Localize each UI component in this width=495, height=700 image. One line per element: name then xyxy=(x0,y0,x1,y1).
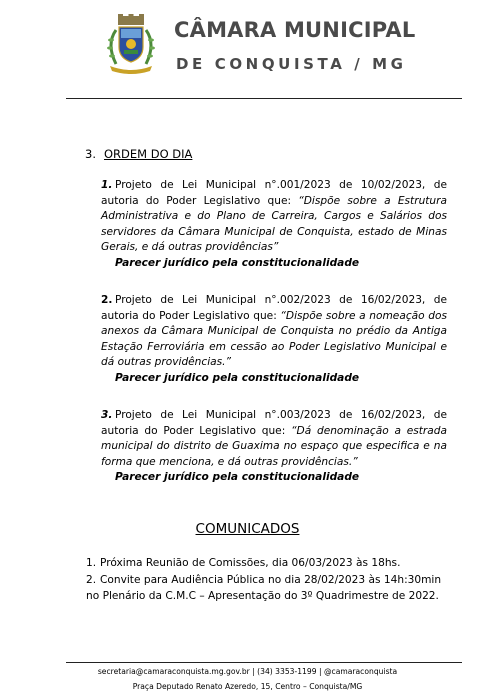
announcement-number: 1. xyxy=(86,557,97,569)
announcement-item-2 xyxy=(86,572,446,604)
org-city: DE CONQUISTA / MG xyxy=(176,55,407,73)
agenda-item-number: 1. xyxy=(101,179,113,191)
agenda-item-text xyxy=(101,178,447,256)
announcement-text: Próxima Reunião de Comissões, dia 06/03/2023 às 18hs. xyxy=(100,557,401,569)
agenda-item-quote: “Dispõe sobre a Estrutura Administrativa e do Plano de Carreira, Cargos e Salários dos servidores da Câmara Municipal de Conquista, estado de Minas Gerais, e dá outras providências” xyxy=(101,194,447,254)
agenda-item-text xyxy=(101,408,447,470)
agenda-number: 3. xyxy=(85,147,96,161)
agenda-item-2 xyxy=(101,293,447,387)
agenda-item-1 xyxy=(101,178,447,272)
header-divider xyxy=(66,98,462,99)
agenda-item-text xyxy=(101,293,447,371)
agenda-item-quote: “Dispõe sobre a nomeação dos anexos da Câmara Municipal de Conquista no prédio da Antiga Estação Ferroviária em cessão ao Poder Legislativo Municipal e dá outras providências.” xyxy=(101,309,447,369)
agenda-item-quote: “Dá denominação a estrada municipal do distrito de Guaxima no espaço que especifica e na forma que menciona, e dá outras providências.” xyxy=(101,424,447,468)
announcement-text: Convite para Audiência Pública no dia 28/02/2023 às 14h:30min no Plenário da C.M.C – Apresentação do 3º Quadrimestre de 2022. xyxy=(86,574,442,602)
announcements-title: COMUNICADOS xyxy=(195,521,300,537)
agenda-item-number: 3. xyxy=(101,409,113,421)
agenda-item-3 xyxy=(101,408,447,486)
agenda-item-lead: Projeto de Lei Municipal n°.003/2023 de 16/02/2023, de autoria do Poder Legislativo que: xyxy=(101,409,447,437)
agenda-item-opinion: Parecer jurídico pela constitucionalidade xyxy=(115,256,360,269)
agenda-item-opinion: Parecer jurídico pela constitucionalidade xyxy=(115,471,360,484)
announcement-number: 2. xyxy=(86,574,97,586)
agenda-item-number: 2. xyxy=(101,294,113,306)
footer-address: Praça Deputado Renato Azeredo, 15, Centro – Conquista/MG xyxy=(132,682,363,691)
agenda-item-opinion: Parecer jurídico pela constitucionalidade xyxy=(115,371,360,384)
agenda-item-lead: Projeto de Lei Municipal n°.002/2023 de 16/02/2023, de autoria do Poder Legislativo que: xyxy=(101,294,447,322)
agenda-heading xyxy=(85,147,192,161)
footer-divider xyxy=(66,662,462,663)
agenda-title: ORDEM DO DIA xyxy=(103,147,193,161)
coat-of-arms-logo xyxy=(100,14,162,76)
announcement-item-1 xyxy=(86,555,446,571)
footer-contact: secretaria@camaraconquista.mg.gov.br | (34) 3353-1199 | @camaraconquista xyxy=(97,667,398,676)
agenda-item-lead: Projeto de Lei Municipal n°.001/2023 de 10/02/2023, de autoria do Poder Legislativo que: xyxy=(101,179,447,207)
org-name: CÂMARA MUNICIPAL xyxy=(174,18,416,42)
